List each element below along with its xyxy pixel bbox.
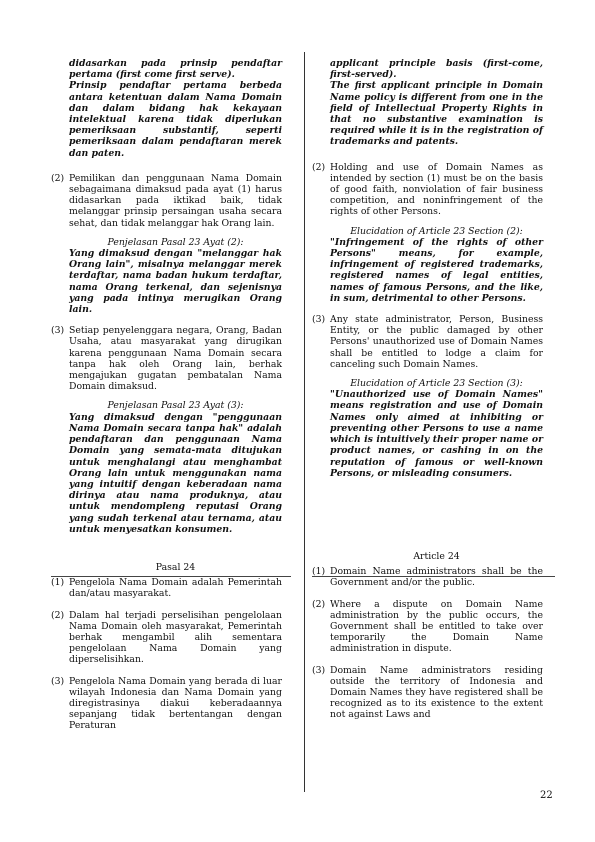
paragraph-text: Domain Name administrators shall be the Government and/or the public. [330,566,543,589]
article-paragraph-3 [51,676,282,732]
paragraph-text: Any state administrator, Person, Business Entity, or the public damaged by other Persons' unauthorized use of Domain Names shall be entitled to lodge a claim for canceling such Domain Names. [330,314,543,370]
explanation-text: Yang dimaksud dengan "penggunaan Nama Domain secara tanpa hak" adalah pendaftaran dan penggunaan Nama Domain yang semata-mata ditujukan untuk menghalangi atau menghambat Orang lain untuk menggunakan nama yang intuitif dengan keberadaan nama dirinya atau nama produknya, atau untuk mendompleng reputasi Orang yang sudah terkenal atau ternama, atau untuk menyesatkan konsumen. [69,411,282,535]
paragraph-number: (2) [51,172,65,184]
article-paragraph-2 [312,599,543,655]
paragraph-number: (1) [312,566,326,578]
paragraph-number: (3) [51,325,65,337]
paragraph-text: Where a dispute on Domain Name administration by the public occurs, the Government shall be entitled to take over temporarily the Domain Name administration in dispute. [330,598,543,655]
elucidation-text: "Unauthorized use of Domain Names" means registration and use of Domain Names only aimed at inhibiting or preventing other Persons to use a name which is intuitively their proper name or product names, or cashing in on the reputation of famous or well-known Persons, or misleading consumers. [330,389,543,479]
explanation-title: Penjelasan Pasal 23 Ayat (3): [107,400,244,412]
paragraph-text: Pemilikan dan penggunaan Nama Domain sebagaimana dimaksud pada ayat (1) harus didasarkan pada iktikad baik, tidak melanggar prinsip persaingan usaha secara sehat, dan tidak melanggar hak Orang lain. [69,172,282,229]
article-paragraph-1 [51,577,282,599]
article-paragraph-1 [312,566,543,588]
elucidation-text: "Infringement of the rights of other Persons" means, for example, infringement of registered trademarks, registered names of legal entities, names of famous Persons, and the like, in sum, detrimental to other Persons. [330,236,543,304]
paragraph-2 [312,162,543,218]
paragraph-text: Dalam hal terjadi perselisihan pengelolaan Nama Domain oleh masyarakat, Pemerintah berhak mengambil alih sementara pengelolaan Nama Domain yang diperselisihkan. [69,609,282,666]
article-paragraph-3 [312,665,543,721]
english-column [312,58,543,721]
paragraph-text: Holding and use of Domain Names as intended by section (1) must be on the basis of good faith, nonviolation of fair business competition, and noninfringement of the rights of other Persons. [330,161,543,218]
column-divider [304,52,305,792]
article-paragraph-2 [51,610,282,666]
paragraph-number: (2) [312,161,326,173]
intro-explanation-2: Prinsip pendaftar pertama berbeda antara ketentuan dalam Nama Domain dan dalam bidang hak kekayaan intelektual karena tidak diperlukan pemeriksaan substantif, seperti pemeriksaan dalam pendaftaran merek dan paten. [69,80,282,159]
paragraph-text: Pengelola Nama Domain adalah Pemerintah dan/atau masyarakat. [69,577,282,600]
elucidation-title: Elucidation of Article 23 Section (3): [350,378,523,390]
page-number: 22 [540,790,553,801]
paragraph-number: (1) [51,577,65,589]
paragraph-number: (2) [312,598,326,610]
article-heading: Article 24 [413,550,460,562]
paragraph-text: Domain Name administrators residing outside the territory of Indonesia and Domain Names they have registered shall be recognized as to its existence to the extent not against Laws and [330,664,543,721]
paragraph-text: Pengelola Nama Domain yang berada di luar wilayah Indonesia dan Nama Domain yang diregistrasinya diakui keberadaannya sepanjang tidak bertentangan dengan Peraturan [69,675,282,732]
intro-explanation-2: The first applicant principle in Domain Name policy is different from one in the field of Intellectual Property Rights in that no substantive examination is required while it is in the registration of trademarks and patents. [330,80,543,148]
intro-explanation-1: applicant principle basis (first-come, first-served). [330,58,543,81]
paragraph-2 [51,173,282,229]
paragraph-3 [51,325,282,392]
explanation-title: Penjelasan Pasal 23 Ayat (2): [107,236,244,248]
paragraph-number: (3) [51,675,65,687]
paragraph-number: (3) [312,664,326,676]
paragraph-number: (2) [51,609,65,621]
paragraph-number: (3) [312,314,326,326]
paragraph-3 [312,314,543,370]
paragraph-text: Setiap penyelenggara negara, Orang, Badan Usaha, atau masyarakat yang dirugikan karena penggunaan Nama Domain secara tanpa hak oleh Orang lain, berhak mengajukan gugatan pembatalan Nama Domain dimaksud. [69,325,282,393]
indonesian-column [51,58,282,732]
elucidation-title: Elucidation of Article 23 Section (2): [350,225,523,237]
explanation-text: Yang dimaksud dengan "melanggar hak Orang lain", misalnya melanggar merek terdaftar, nama badan hukum terdaftar, nama Orang terkenal, dan sejenisnya yang pada intinya merugikan Orang lain. [69,248,282,316]
intro-explanation-1: didasarkan pada prinsip pendaftar pertama (first come first serve). [69,58,282,81]
article-heading: Pasal 24 [155,561,196,573]
